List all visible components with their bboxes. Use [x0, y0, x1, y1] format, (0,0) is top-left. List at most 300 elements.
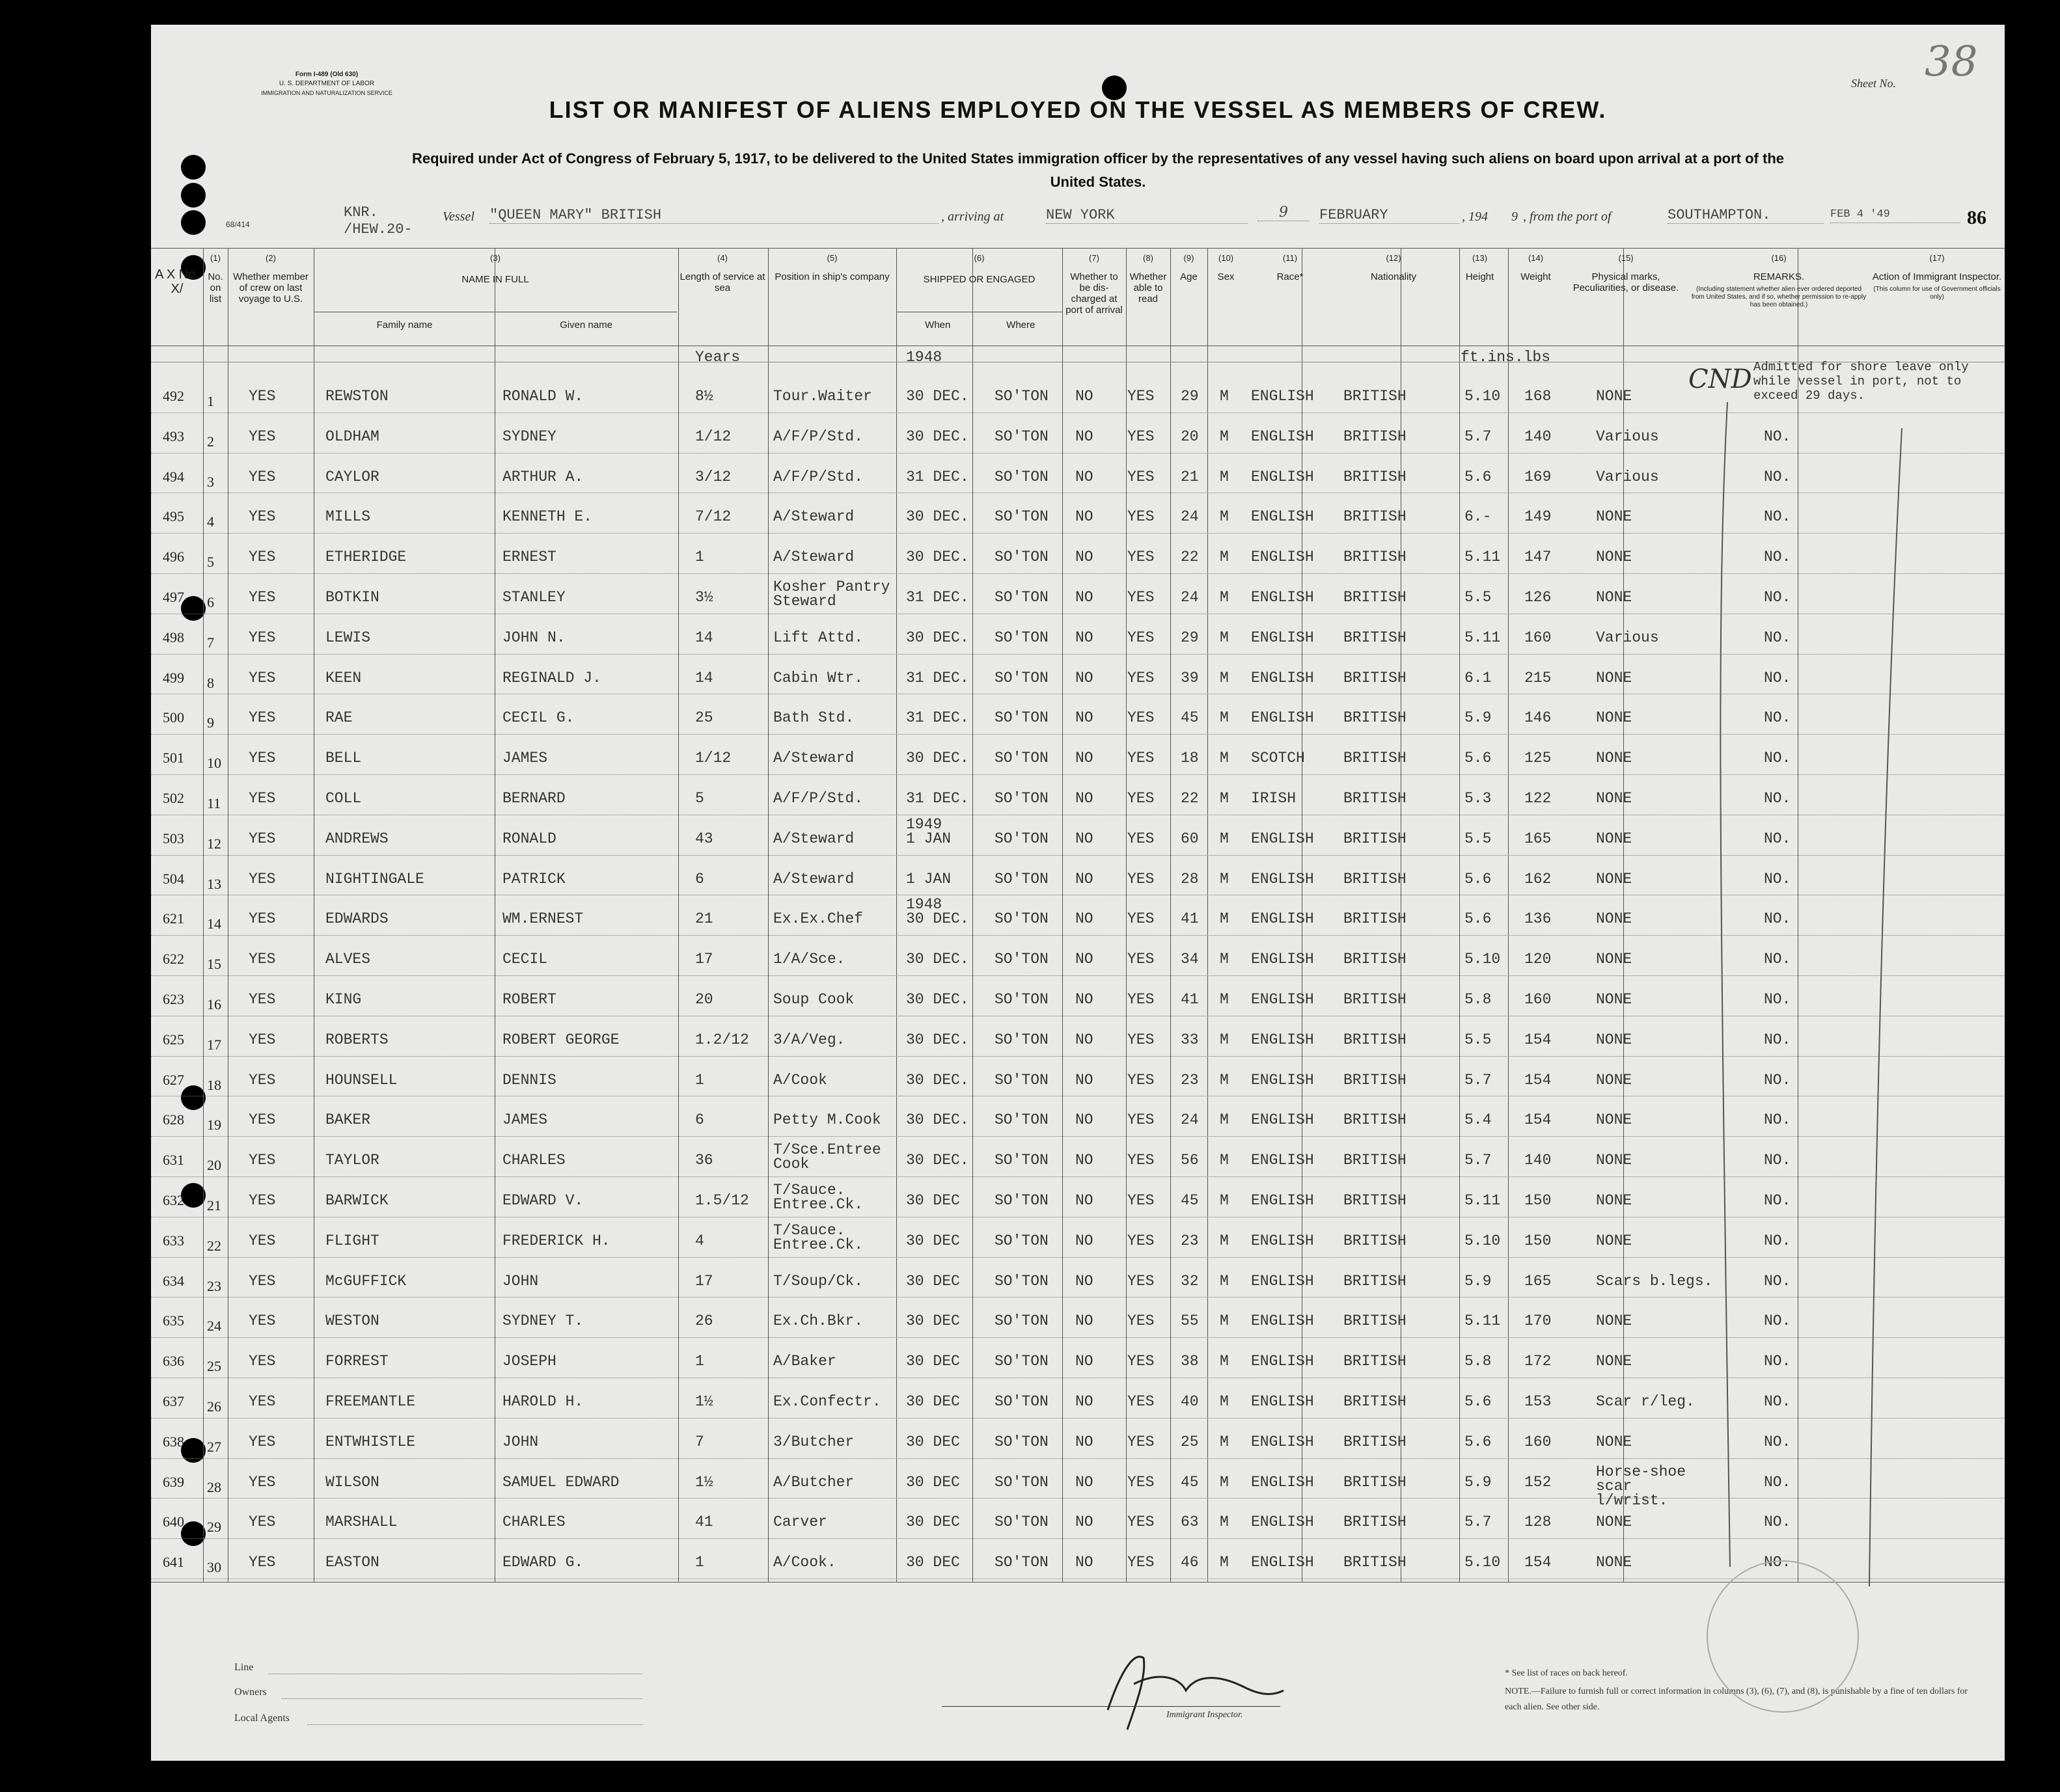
nationality: BRITISH	[1343, 669, 1407, 686]
engaged-where: SO'TON	[995, 1071, 1049, 1089]
discharged: NO	[1075, 1111, 1093, 1129]
height: 5.6	[1464, 910, 1492, 928]
service-length: 17	[695, 951, 713, 968]
discharged: NO	[1075, 1353, 1093, 1370]
age: 45	[1181, 1473, 1199, 1491]
column-subheader: Where	[1006, 319, 1036, 331]
weight: 125	[1524, 750, 1552, 767]
margin-number: 631	[163, 1152, 184, 1169]
given-name: SAMUEL EDWARD	[502, 1473, 620, 1491]
penalty-note: NOTE.—Failure to furnish full or correct information in columns (3), (6), (7), and (8), is punishable by a fine of ten dollars for each alien. See other side.	[1505, 1687, 1968, 1712]
arrival-day: 9	[1257, 204, 1310, 221]
race: ENGLISH	[1251, 1152, 1314, 1169]
engaged-when: 30 DEC	[906, 1473, 960, 1491]
discharged: NO	[1075, 629, 1093, 646]
remarks: NO.	[1764, 991, 1791, 1008]
prior-voyage: YES	[249, 1071, 276, 1089]
weight: 160	[1524, 991, 1552, 1008]
form-number: Form I-489 (Old 630)	[295, 71, 359, 78]
ship-position: Ex.Confectr.	[773, 1393, 881, 1410]
family-name: EASTON	[325, 1554, 379, 1571]
service-length: 1½	[695, 1473, 713, 1491]
list-number: 3	[207, 473, 214, 490]
page-number: 86	[1967, 207, 1986, 228]
able-to-read: YES	[1127, 910, 1155, 928]
able-to-read: YES	[1127, 1031, 1155, 1048]
ship-position: A/Cook	[773, 1071, 827, 1089]
sex: M	[1220, 669, 1229, 686]
physical-marks: NONE	[1596, 1111, 1632, 1129]
remarks: NO.	[1764, 1554, 1791, 1571]
sex: M	[1220, 1393, 1229, 1410]
weight: 154	[1524, 1111, 1552, 1129]
given-name: CHARLES	[502, 1514, 566, 1531]
engaged-where: SO'TON	[995, 508, 1049, 526]
race: ENGLISH	[1251, 1272, 1314, 1290]
column-header: Position in ship's company	[775, 271, 890, 282]
family-name: FREEMANTLE	[325, 1393, 416, 1410]
prior-voyage: YES	[249, 1152, 276, 1169]
nationality: BRITISH	[1343, 388, 1407, 405]
ship-position: A/Cook.	[773, 1554, 836, 1571]
remarks: NO.	[1764, 1071, 1791, 1089]
age: 24	[1181, 1111, 1199, 1129]
list-number: 24	[207, 1318, 221, 1335]
engaged-where: SO'TON	[995, 1272, 1049, 1290]
weight: 136	[1524, 910, 1552, 928]
engaged-year: 1948	[906, 896, 942, 914]
engaged-when: 30 DEC.	[906, 1111, 969, 1129]
list-number: 19	[207, 1117, 221, 1134]
engaged-when: 1 JAN	[906, 830, 952, 847]
column-header: Race*	[1276, 271, 1304, 282]
height: 5.7	[1464, 1152, 1492, 1169]
height: 5.3	[1464, 790, 1492, 807]
list-number: 10	[207, 755, 221, 772]
able-to-read: YES	[1127, 1232, 1155, 1249]
service-length: 5	[695, 790, 704, 807]
weight: 128	[1524, 1514, 1552, 1531]
list-number: 8	[207, 674, 214, 691]
column-number: (11)	[1282, 253, 1298, 263]
race: SCOTCH	[1251, 750, 1305, 767]
able-to-read: YES	[1127, 508, 1155, 526]
column-header: NAME IN FULL	[461, 274, 529, 285]
weight: 165	[1524, 830, 1552, 847]
remarks: NO.	[1764, 1353, 1791, 1370]
sex: M	[1220, 910, 1229, 928]
service-length: 1/12	[695, 750, 732, 767]
physical-marks: Scar r/leg.	[1596, 1393, 1695, 1410]
able-to-read: YES	[1127, 428, 1155, 445]
nationality: BRITISH	[1343, 508, 1407, 526]
service-length: 14	[695, 669, 713, 686]
sex: M	[1220, 1152, 1229, 1169]
given-name: ROBERT	[502, 991, 556, 1008]
year-label: , 194	[1462, 210, 1488, 224]
remarks: NO.	[1764, 669, 1791, 686]
able-to-read: YES	[1127, 790, 1155, 807]
given-name: JOHN N.	[502, 629, 566, 646]
page-title: LIST OR MANIFEST OF ALIENS EMPLOYED ON THE VESSEL AS MEMBERS OF CREW.	[549, 96, 1607, 123]
column-header: REMARKS.	[1753, 271, 1805, 282]
weight: 150	[1524, 1232, 1552, 1249]
discharged: NO	[1075, 1232, 1093, 1249]
engaged-where: SO'TON	[995, 830, 1049, 847]
list-number: 13	[207, 875, 221, 892]
race: ENGLISH	[1251, 1514, 1314, 1531]
remarks: NO.	[1764, 1393, 1791, 1410]
race: ENGLISH	[1251, 1473, 1314, 1491]
able-to-read: YES	[1127, 870, 1155, 888]
able-to-read: YES	[1127, 549, 1155, 566]
service-length: 6	[695, 1111, 704, 1129]
discharged: NO	[1075, 1152, 1093, 1169]
physical-marks: NONE	[1596, 1433, 1632, 1450]
check-line	[151, 25, 2005, 1761]
sex: M	[1220, 870, 1229, 888]
ship-position: A/Steward	[773, 750, 855, 767]
able-to-read: YES	[1127, 1554, 1155, 1571]
service-length: 26	[695, 1312, 713, 1330]
height: 5.6	[1464, 468, 1492, 485]
remarks: NO.	[1764, 1272, 1791, 1290]
physical-marks: NONE	[1596, 750, 1632, 767]
list-number: 23	[207, 1277, 221, 1294]
engaged-when: 30 DEC.	[906, 951, 969, 968]
engaged-when: 31 DEC.	[906, 709, 969, 727]
form-department: U. S. DEPARTMENT OF LABOR	[279, 80, 375, 87]
margin-number: 632	[163, 1192, 184, 1208]
race: ENGLISH	[1251, 1393, 1314, 1410]
remarks: NO.	[1764, 1433, 1791, 1450]
remarks: NO.	[1764, 951, 1791, 968]
engaged-where: SO'TON	[995, 1554, 1049, 1571]
sex: M	[1220, 1554, 1229, 1571]
service-length: 25	[695, 709, 713, 727]
list-number: 1	[207, 393, 214, 409]
physical-marks: NONE	[1596, 388, 1632, 405]
physical-marks: Horse-shoe scar l/wrist.	[1596, 1463, 1686, 1509]
remarks: NO.	[1764, 910, 1791, 928]
weight: 172	[1524, 1353, 1552, 1370]
height: 5.10	[1464, 388, 1501, 405]
prior-voyage: YES	[249, 629, 276, 646]
weight: 165	[1524, 1272, 1552, 1290]
nationality: BRITISH	[1343, 991, 1407, 1008]
list-number: 2	[207, 433, 214, 450]
sex: M	[1220, 1473, 1229, 1491]
prior-voyage: YES	[249, 870, 276, 888]
given-name: REGINALD J.	[502, 669, 601, 686]
shore-leave-remark: Admitted for shore leave only while vessel in port, not to exceed 29 days.	[1753, 360, 1969, 403]
discharged: NO	[1075, 750, 1093, 767]
engaged-when: 31 DEC.	[906, 468, 969, 485]
prior-voyage: YES	[249, 508, 276, 526]
weight: 126	[1524, 589, 1552, 606]
physical-marks: NONE	[1596, 1353, 1632, 1370]
weight: 162	[1524, 870, 1552, 888]
age: 29	[1181, 388, 1199, 405]
family-name: KING	[325, 991, 362, 1008]
prior-voyage: YES	[249, 549, 276, 566]
able-to-read: YES	[1127, 709, 1155, 727]
unit-label: 1948	[906, 349, 942, 366]
nationality: BRITISH	[1343, 1312, 1407, 1330]
discharged: NO	[1075, 709, 1093, 727]
race: ENGLISH	[1251, 830, 1314, 847]
margin-number: 625	[163, 1031, 184, 1048]
margin-number: 497	[163, 589, 184, 605]
ship-position: Tour.Waiter	[773, 388, 872, 405]
nationality: BRITISH	[1343, 709, 1407, 727]
engaged-when: 30 DEC.	[906, 428, 969, 445]
prior-voyage: YES	[249, 1312, 276, 1330]
physical-marks: NONE	[1596, 1514, 1632, 1531]
column-number: (9)	[1183, 253, 1194, 263]
engaged-when: 30 DEC	[906, 1353, 960, 1370]
able-to-read: YES	[1127, 388, 1155, 405]
inspector-signature	[1036, 1632, 1310, 1736]
column-number: (16)	[1771, 253, 1787, 263]
able-to-read: YES	[1127, 951, 1155, 968]
margin-number: 627	[163, 1071, 184, 1088]
column-header: Sex	[1217, 271, 1235, 282]
physical-marks: NONE	[1596, 1232, 1632, 1249]
column-number: (5)	[827, 253, 838, 263]
height: 5.9	[1464, 709, 1492, 727]
margin-number: 493	[163, 428, 184, 444]
family-name: BAKER	[325, 1111, 371, 1129]
engaged-where: SO'TON	[995, 1192, 1049, 1209]
weight: 140	[1524, 1152, 1552, 1169]
race: ENGLISH	[1251, 669, 1314, 686]
height: 5.11	[1464, 1312, 1501, 1330]
sex: M	[1220, 508, 1229, 526]
unit-label: ft.ins.lbs	[1461, 349, 1551, 366]
margin-number: 499	[163, 669, 184, 686]
list-number: 17	[207, 1036, 221, 1053]
service-length: 3½	[695, 589, 713, 606]
race: ENGLISH	[1251, 1192, 1314, 1209]
column-header: Physical marks, Peculiarities, or disease.	[1572, 271, 1679, 293]
given-name: HAROLD H.	[502, 1393, 584, 1410]
service-length: 7	[695, 1433, 704, 1450]
nationality: BRITISH	[1343, 629, 1407, 646]
service-length: 21	[695, 910, 713, 928]
vessel-label: Vessel	[443, 210, 474, 224]
service-length: 8½	[695, 388, 713, 405]
nationality: BRITISH	[1343, 1111, 1407, 1129]
given-name: BERNARD	[502, 790, 566, 807]
age: 25	[1181, 1433, 1199, 1450]
weight: 160	[1524, 1433, 1552, 1450]
race: ENGLISH	[1251, 388, 1314, 405]
sex: M	[1220, 951, 1229, 968]
service-length: 1	[695, 1554, 704, 1571]
able-to-read: YES	[1127, 1312, 1155, 1330]
height: 5.11	[1464, 549, 1501, 566]
engaged-when: 31 DEC.	[906, 589, 969, 606]
weight: 154	[1524, 1071, 1552, 1089]
height: 6.1	[1464, 669, 1492, 686]
engaged-when: 31 DEC.	[906, 790, 969, 807]
arrival-year: 9	[1511, 210, 1518, 224]
nationality: BRITISH	[1343, 1272, 1407, 1290]
inspector-line	[942, 1706, 1280, 1707]
service-length: 17	[695, 1272, 713, 1290]
service-length: 3/12	[695, 468, 732, 485]
nationality: BRITISH	[1343, 549, 1407, 566]
nationality: BRITISH	[1343, 870, 1407, 888]
engaged-when: 30 DEC.	[906, 910, 969, 928]
race: ENGLISH	[1251, 1031, 1314, 1048]
footer-owners-label: Owners	[234, 1687, 267, 1698]
prior-voyage: YES	[249, 991, 276, 1008]
age: 21	[1181, 468, 1199, 485]
remarks: NO.	[1764, 750, 1791, 767]
prior-voyage: YES	[249, 1232, 276, 1249]
sex: M	[1220, 589, 1229, 606]
weight: 152	[1524, 1473, 1552, 1491]
discharged: NO	[1075, 1393, 1093, 1410]
discharged: NO	[1075, 951, 1093, 968]
column-header: Age	[1180, 271, 1198, 282]
age: 40	[1181, 1393, 1199, 1410]
arriving-port: NEW YORK	[1046, 207, 1248, 224]
arriving-label: , arriving at	[941, 210, 1004, 224]
weight: 120	[1524, 951, 1552, 968]
age: 24	[1181, 508, 1199, 526]
sex: M	[1220, 428, 1229, 445]
engaged-where: SO'TON	[995, 388, 1049, 405]
engaged-when: 30 DEC	[906, 1554, 960, 1571]
discharged: NO	[1075, 830, 1093, 847]
list-number: 11	[207, 795, 221, 811]
discharged: NO	[1075, 1514, 1093, 1531]
list-number: 20	[207, 1157, 221, 1174]
service-length: 1½	[695, 1393, 713, 1410]
ship-position: A/Steward	[773, 870, 855, 888]
able-to-read: YES	[1127, 1393, 1155, 1410]
prior-voyage: YES	[249, 1433, 276, 1450]
discharged: NO	[1075, 388, 1093, 405]
given-name: KENNETH E.	[502, 508, 593, 526]
list-number: 29	[207, 1519, 221, 1536]
remarks: NO.	[1764, 790, 1791, 807]
family-name: NIGHTINGALE	[325, 870, 424, 888]
given-name: EDWARD V.	[502, 1192, 584, 1209]
physical-marks: Scars b.legs.	[1596, 1272, 1713, 1290]
engaged-where: SO'TON	[995, 1473, 1049, 1491]
family-name: MILLS	[325, 508, 371, 526]
physical-marks: NONE	[1596, 910, 1632, 928]
engaged-where: SO'TON	[995, 468, 1049, 485]
discharged: NO	[1075, 991, 1093, 1008]
engaged-when: 30 DEC.	[906, 750, 969, 767]
nationality: BRITISH	[1343, 428, 1407, 445]
given-name: EDWARD G.	[502, 1554, 584, 1571]
height: 5.7	[1464, 428, 1492, 445]
engaged-when: 30 DEC	[906, 1192, 960, 1209]
prior-voyage: YES	[249, 1473, 276, 1491]
engaged-where: SO'TON	[995, 951, 1049, 968]
ship-position: 3/Butcher	[773, 1433, 855, 1450]
age: 55	[1181, 1312, 1199, 1330]
height: 5.11	[1464, 629, 1501, 646]
ship-position: A/Butcher	[773, 1473, 855, 1491]
race: ENGLISH	[1251, 951, 1314, 968]
race: IRISH	[1251, 790, 1297, 807]
age: 56	[1181, 1152, 1199, 1169]
able-to-read: YES	[1127, 830, 1155, 847]
sex: M	[1220, 468, 1229, 485]
footer-agents-field	[307, 1724, 642, 1725]
discharged: NO	[1075, 1071, 1093, 1089]
column-number: (10)	[1218, 253, 1234, 263]
family-name: FORREST	[325, 1353, 389, 1370]
races-note: * See list of races on back hereof.	[1505, 1668, 1628, 1678]
prior-voyage: YES	[249, 830, 276, 847]
race: ENGLISH	[1251, 589, 1314, 606]
ship-position: T/Soup/Ck.	[773, 1272, 864, 1290]
sex: M	[1220, 388, 1229, 405]
height: 6.-	[1464, 508, 1492, 526]
physical-marks: Various	[1596, 428, 1659, 445]
able-to-read: YES	[1127, 991, 1155, 1008]
given-name: STANLEY	[502, 589, 566, 606]
engaged-where: SO'TON	[995, 1312, 1049, 1330]
prior-voyage: YES	[249, 1514, 276, 1531]
given-name: CHARLES	[502, 1152, 566, 1169]
sex: M	[1220, 750, 1229, 767]
height: 5.8	[1464, 991, 1492, 1008]
column-header: No. on list	[208, 271, 223, 305]
physical-marks: NONE	[1596, 508, 1632, 526]
family-name: BELL	[325, 750, 362, 767]
column-header: Whether able to read	[1129, 271, 1167, 305]
given-name: ERNEST	[502, 549, 556, 566]
ship-position: 1/A/Sce.	[773, 951, 845, 968]
ship-position: Ex.Ex.Chef	[773, 910, 864, 928]
ship-position: Soup Cook	[773, 991, 855, 1008]
physical-marks: NONE	[1596, 870, 1632, 888]
engaged-when: 30 DEC.	[906, 1152, 969, 1169]
sex: M	[1220, 629, 1229, 646]
family-name: EDWARDS	[325, 910, 389, 928]
height: 5.10	[1464, 1554, 1501, 1571]
service-length: 6	[695, 870, 704, 888]
remarks: NO.	[1764, 508, 1791, 526]
age: 41	[1181, 991, 1199, 1008]
height: 5.10	[1464, 1232, 1501, 1249]
family-name: LEWIS	[325, 629, 371, 646]
height: 5.5	[1464, 830, 1492, 847]
column-number: (14)	[1528, 253, 1544, 263]
margin-number: 635	[163, 1312, 184, 1329]
family-name: RAE	[325, 709, 353, 727]
family-name: ETHERIDGE	[325, 549, 407, 566]
manifest-sheet	[151, 25, 2005, 1761]
column-header: Weight	[1520, 271, 1551, 282]
family-name: WESTON	[325, 1312, 379, 1330]
engaged-where: SO'TON	[995, 870, 1049, 888]
prior-voyage: YES	[249, 428, 276, 445]
family-name: ANDREWS	[325, 830, 389, 847]
footer-agents-label: Local Agents	[234, 1713, 290, 1724]
able-to-read: YES	[1127, 1111, 1155, 1129]
sex: M	[1220, 790, 1229, 807]
